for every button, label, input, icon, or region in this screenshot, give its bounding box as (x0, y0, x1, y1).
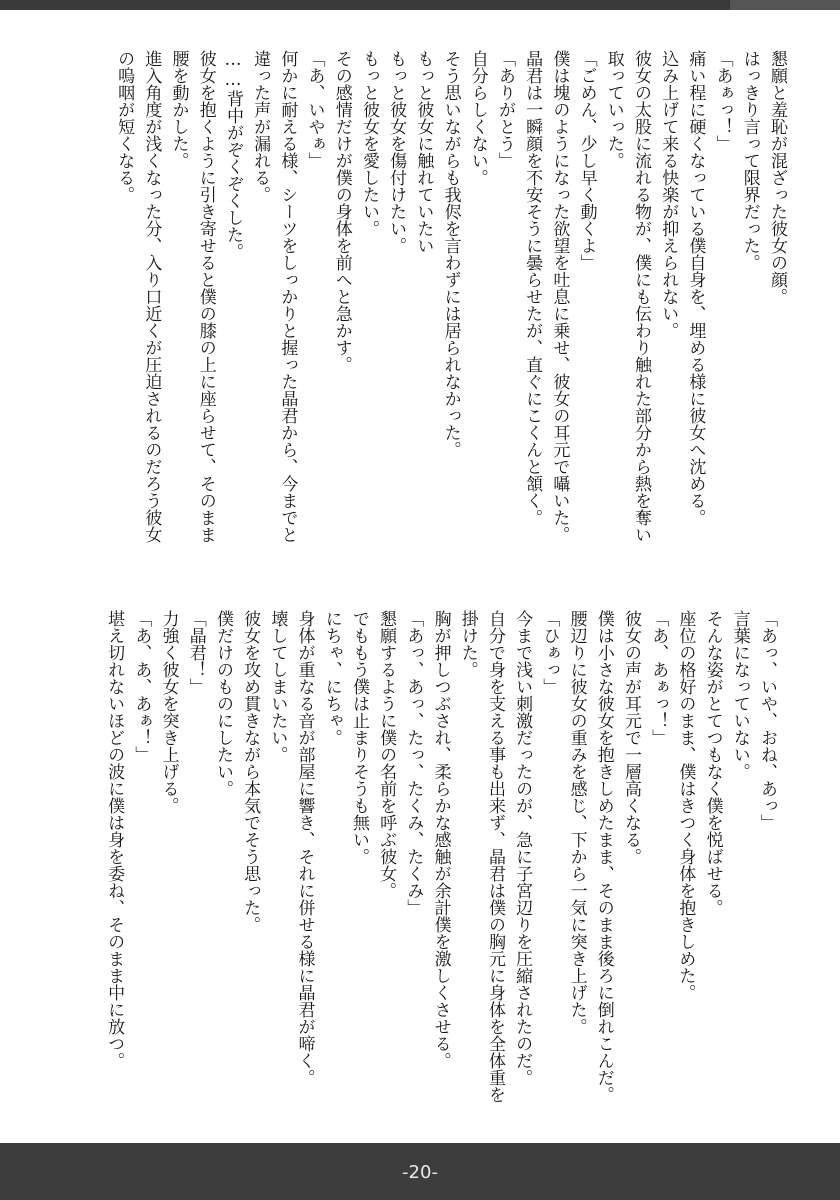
text-line: 違った声が漏れる。 (250, 50, 271, 203)
text-line: 「ありがとう」 (494, 50, 515, 169)
text-line: 自分らしくない。 (467, 50, 488, 186)
text-line: その感情だけが僕の身体を前へと急かす。 (331, 50, 352, 373)
text-line: の嗚咽が短くなる。 (114, 50, 135, 203)
text-line: 僕は塊のようになった欲望を吐息に乗せ、彼女の耳元で囁いた。 (549, 50, 570, 543)
text-line: 堪え切れないほどの波に僕は身を委ね、そのまま中に放つ。 (104, 610, 125, 1069)
text-line: 「晶君！」 (185, 610, 206, 695)
text-line: 壊してしまいたい。 (267, 610, 288, 763)
header-corner-mark (730, 0, 840, 10)
header-bar (0, 0, 840, 10)
text-line: そんな姿がとてつもなく僕を悦ばせる。 (702, 610, 723, 916)
text-line: 取っていった。 (603, 50, 624, 169)
text-line: にちゃ、にちゃ。 (321, 610, 342, 746)
text-line: 込み上げて来る快楽が抑えられない。 (658, 50, 679, 339)
text-line: 痛い程に硬くなっている僕自身を、埋める様に彼女へ沈める。 (685, 50, 706, 526)
text-line: 何かに耐える様、シーツをしっかりと握った晶君から、今までと (277, 50, 298, 543)
text-line: 進入角度が浅くなった分、入り口近くが圧迫されるのだろう彼女 (141, 50, 162, 543)
text-line: 「ごめん、少し早く動くよ」 (576, 50, 597, 271)
text-line: 「ひぁっ」 (539, 610, 560, 695)
text-line: でももう僕は止まりそうも無い。 (348, 610, 369, 865)
text-line: 今まで浅い刺激だったのが、急に子宮辺りを圧縮されたのだ。 (512, 610, 533, 1086)
text-line: もっと彼女を傷付けたい。 (386, 50, 407, 254)
page-number: -20- (402, 1162, 438, 1183)
text-line: 懇願するように僕の名前を呼ぶ彼女。 (376, 610, 397, 899)
text-line: 彼女の太股に流れる物が、僕にも伝わり触れた部分から熱を奪い (630, 50, 651, 543)
text-line: ……背中がぞくぞくした。 (222, 50, 243, 260)
text-line: 自分で身を支える事も出来ず、晶君は僕の胸元に身体を全体重を (484, 610, 505, 1103)
text-line: 掛けた。 (457, 610, 478, 678)
text-block-upper (70, 50, 790, 565)
text-line: 彼女を攻め貫きながら本気でそう思った。 (240, 610, 261, 933)
text-line: 胸が押しつぶされ、柔らかな感触が余計僕を激しくさせる。 (430, 610, 451, 1069)
text-block-lower (60, 610, 780, 1130)
text-line: 腰辺りに彼女の重みを感じ、下から一気に突き上げた。 (566, 610, 587, 1035)
text-line: 彼女を抱くように引き寄せると僕の膝の上に座らせて、そのまま (195, 50, 216, 543)
text-line: 腰を動かした。 (168, 50, 189, 169)
text-line: 力強く彼女を突き上げる。 (158, 610, 179, 814)
text-line: 言葉になっていない。 (729, 610, 750, 780)
text-line: 「あっ、あっ、たっ、たくみ、たくみ」 (403, 610, 424, 916)
text-line: はっきり言って限界だった。 (739, 50, 760, 271)
text-line: 座位の格好のまま、僕はきつく身体を抱きしめた。 (675, 610, 696, 1001)
text-line: もっと彼女に触れていたい (413, 50, 434, 254)
text-line: もっと彼女を愛したい。 (358, 50, 379, 237)
text-line: 晶君は一瞬顔を不安そうに曇らせたが、直ぐにこくんと頷く。 (522, 50, 543, 526)
footer-bar (0, 1143, 840, 1200)
text-line: 「あぁっ！」 (712, 50, 733, 152)
text-line: 懇願と羞恥が混ざった彼女の顔。 (767, 50, 787, 305)
text-line: 僕は小さな彼女を抱きしめたまま、そのまま後ろに倒れこんだ。 (593, 610, 614, 1103)
text-line: 「あ、いやぁ」 (304, 50, 325, 169)
text-line: そう思いながらも我侭を言わずには居られなかった。 (440, 50, 461, 458)
text-line: 「あ、あぁっ！」 (648, 610, 669, 746)
text-line: 僕だけのものにしたい。 (212, 610, 233, 797)
text-line: 身体が重なる音が部屋に響き、それに併せる様に晶君が啼く。 (294, 610, 315, 1086)
text-line: 「あっ、いや、おね、あっ」 (757, 610, 777, 831)
text-line: 「あ、あ、あぁ！」 (131, 610, 152, 763)
text-line: 彼女の声が耳元で一層高くなる。 (620, 610, 641, 865)
